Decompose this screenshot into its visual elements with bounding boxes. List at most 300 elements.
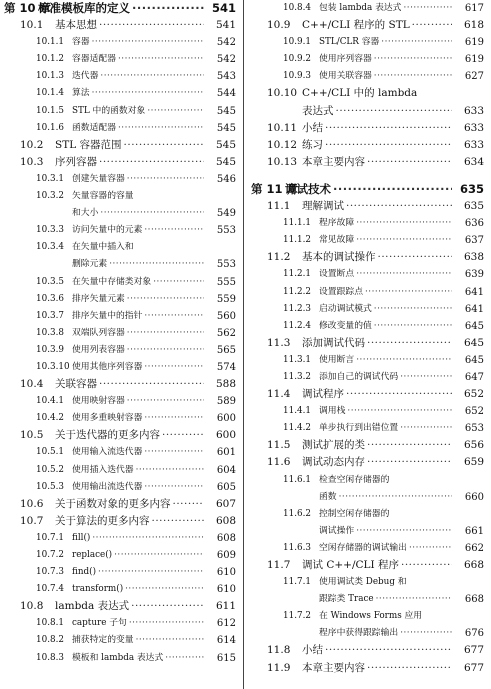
toc-entry-page: 677 xyxy=(463,644,484,657)
toc-entry-page: 639 xyxy=(464,269,484,281)
toc-entry-number: 10.13 xyxy=(267,155,298,168)
toc-entry xyxy=(247,352,488,369)
toc-entry-number: 10.7.3 xyxy=(36,567,64,578)
toc-entry-title: 使用关联容器 ····· xyxy=(319,68,452,85)
toc-entry xyxy=(247,215,488,232)
toc-entry xyxy=(247,103,488,120)
toc-entry-title: 调试程序 ····· xyxy=(302,386,452,403)
toc-entry-number: 11.4.1 xyxy=(283,406,311,417)
toc-entry-number: 第 10 章 xyxy=(4,1,52,15)
toc-entry-page: 546 xyxy=(216,173,236,185)
toc-entry xyxy=(247,181,488,198)
toc-entry xyxy=(0,68,240,85)
toc-entry xyxy=(247,420,488,437)
column-divider xyxy=(243,0,244,689)
toc-entry xyxy=(0,359,240,376)
toc-entry-page: 600 xyxy=(216,413,236,425)
toc-entry-title: 使用插入迭代器 ····· xyxy=(72,462,204,479)
toc-entry-title: 使用输入流迭代器 ····· xyxy=(72,444,204,461)
toc-entry-title: 在矢量中存储类对象 ····· xyxy=(72,274,204,291)
toc-entry-title: 使用输出流迭代器 ····· xyxy=(72,479,204,496)
toc-entry-page: 636 xyxy=(464,218,484,230)
toc-entry-title: 使用断言 ····· xyxy=(319,352,452,369)
toc-entry xyxy=(0,564,240,581)
toc-entry xyxy=(247,642,488,659)
toc-entry xyxy=(0,222,240,239)
toc-entry xyxy=(0,188,240,205)
toc-entry-title: STL 中的函数对象 ····· xyxy=(72,103,204,120)
toc-entry-page: 574 xyxy=(216,361,236,373)
toc-entry xyxy=(0,547,240,564)
toc-entry-number: 10.3 xyxy=(20,155,44,168)
toc-entry-page: 545 xyxy=(216,122,236,134)
toc-entry xyxy=(247,506,488,523)
toc-entry xyxy=(247,540,488,557)
toc-entry-page: 659 xyxy=(463,456,484,469)
toc-entry-page: 641 xyxy=(464,286,484,298)
toc-entry-title: 理解调试 ····· xyxy=(302,198,452,215)
toc-entry xyxy=(0,103,240,120)
toc-entry-title: 调试 C++/CLI 程序 ····· xyxy=(302,557,452,574)
toc-entry-number: 10.7 xyxy=(20,514,44,527)
toc-entry-number: 10.3.4 xyxy=(36,242,64,253)
toc-entry xyxy=(247,266,488,283)
toc-entry-title: 序列容器 ····· xyxy=(55,154,204,171)
toc-entry-title: 单步执行到出错位置 ····· xyxy=(319,420,452,437)
toc-entry-page: 645 xyxy=(463,336,484,349)
toc-entry xyxy=(247,85,488,102)
toc-entry-number: 11.9 xyxy=(267,661,291,674)
toc-entry xyxy=(0,308,240,325)
toc-entry-page: 653 xyxy=(464,423,484,435)
toc-entry-title: 算法 ····· xyxy=(72,85,204,102)
toc-entry-page: 601 xyxy=(216,447,236,459)
toc-entry xyxy=(0,615,240,632)
toc-entry-page: 560 xyxy=(216,310,236,322)
toc-entry-page: 543 xyxy=(216,71,236,83)
toc-entry-page: 589 xyxy=(216,396,236,408)
toc-entry-page: 559 xyxy=(216,293,236,305)
toc-entry-page: 610 xyxy=(216,584,236,596)
toc-entry-number: 10.11 xyxy=(267,121,298,134)
toc-entry-title: 排序矢量元素 ····· xyxy=(72,291,204,308)
toc-entry-title: fill() ····· xyxy=(72,530,204,547)
toc-entry xyxy=(0,342,240,359)
toc-entry-title: 和大小 ····· xyxy=(72,205,204,222)
toc-entry xyxy=(0,17,240,34)
toc-entry-page: 676 xyxy=(464,628,484,640)
toc-entry-number: 10.7.1 xyxy=(36,532,64,543)
toc-entry-title: 使用调试类 Debug 和 xyxy=(319,577,407,588)
toc-entry xyxy=(0,410,240,427)
toc-entry-title: 函数适配器 ····· xyxy=(72,120,204,137)
toc-entry-title: 双端队列容器 ····· xyxy=(72,325,204,342)
toc-entry-page: 608 xyxy=(215,514,236,527)
toc-entry-page: 677 xyxy=(463,661,484,674)
toc-entry-number: 11.7.1 xyxy=(283,577,311,588)
toc-entry-page: 660 xyxy=(464,491,484,503)
toc-entry-number: 10.1.2 xyxy=(36,54,64,65)
toc-entry xyxy=(0,205,240,222)
toc-entry xyxy=(0,51,240,68)
toc-entry-page: 634 xyxy=(463,155,484,168)
toc-entry-number: 10.1 xyxy=(20,19,44,32)
toc-entry xyxy=(247,284,488,301)
toc-entry-page: 600 xyxy=(215,429,236,442)
toc-entry-page: 645 xyxy=(464,320,484,332)
toc-entry xyxy=(247,301,488,318)
toc-entry-page: 545 xyxy=(215,155,236,168)
toc-entry-title: 空闲存储器的调试输出 ····· xyxy=(319,540,452,557)
toc-entry-number: 10.5.3 xyxy=(36,481,64,492)
toc-entry-number: 10.10 xyxy=(267,87,298,100)
toc-entry xyxy=(247,472,488,489)
toc-entry-title: 测试扩展的类 ····· xyxy=(302,437,452,454)
toc-entry xyxy=(247,386,488,403)
toc-entry-number: 11.2.2 xyxy=(283,286,311,297)
toc-entry-number: 11.6.2 xyxy=(283,508,311,519)
toc-entry-page: 633 xyxy=(463,104,484,117)
toc-entry xyxy=(247,454,488,471)
toc-entry-title: 调试动态内存 ····· xyxy=(302,454,452,471)
toc-entry-title: 函数 ····· xyxy=(319,489,452,506)
toc-entry xyxy=(247,137,488,154)
toc-entry-page: 610 xyxy=(216,567,236,579)
toc-entry-page: 661 xyxy=(464,525,484,537)
toc-entry-title: 程序中获得跟踪输出 ····· xyxy=(319,625,452,642)
toc-entry-page: 553 xyxy=(216,259,236,271)
toc-entry-number: 11.8 xyxy=(267,644,291,657)
toc-entry xyxy=(0,513,240,530)
toc-entry xyxy=(0,479,240,496)
toc-entry xyxy=(0,274,240,291)
toc-entry-page: 638 xyxy=(463,251,484,264)
toc-entry-page: 611 xyxy=(215,600,236,613)
toc-entry-number: 11.3.2 xyxy=(283,371,311,382)
toc-entry-page: 565 xyxy=(216,344,236,356)
toc-entry-title: 小结 ····· xyxy=(302,642,452,659)
toc-entry-title: 标准模板库的定义 ····· xyxy=(38,0,204,17)
toc-entry xyxy=(0,632,240,649)
toc-entry-title: 常见故障 ····· xyxy=(319,232,452,249)
toc-entry-title: 模板和 lambda 表达式 ····· xyxy=(72,650,204,667)
toc-entry-title: 跟踪类 Trace ····· xyxy=(319,591,452,608)
toc-entry xyxy=(247,17,488,34)
toc-entry-title: 关于迭代器的更多内容 ····· xyxy=(55,427,204,444)
toc-entry-number: 10.5.1 xyxy=(36,447,64,458)
toc-entry-page: 668 xyxy=(464,594,484,606)
toc-entry-title: replace() ····· xyxy=(72,547,204,564)
toc-entry-number: 10.3.1 xyxy=(36,173,64,184)
toc-entry xyxy=(0,496,240,513)
toc-entry xyxy=(247,437,488,454)
toc-entry-number: 10.3.9 xyxy=(36,344,64,355)
toc-entry-title: 本章主要内容 ····· xyxy=(302,660,452,677)
toc-entry xyxy=(0,137,240,154)
toc-entry xyxy=(247,369,488,386)
toc-entry-page: 605 xyxy=(216,481,236,493)
toc-entry-number: 10.1.5 xyxy=(36,105,64,116)
toc-entry-title: 迭代器 ····· xyxy=(72,68,204,85)
toc-entry-number: 11.3.1 xyxy=(283,354,311,365)
toc-entry xyxy=(247,51,488,68)
toc-entry-number: 第 11 章 xyxy=(251,181,299,196)
toc-entry-page: 609 xyxy=(216,550,236,561)
toc-right-column xyxy=(247,0,488,677)
toc-entry-title: 使用序列容器 ····· xyxy=(319,51,452,68)
toc-entry-page: 633 xyxy=(463,138,484,151)
toc-entry xyxy=(0,376,240,393)
toc-entry-title: 调用栈 ····· xyxy=(319,403,452,420)
toc-entry xyxy=(0,171,240,188)
toc-entry xyxy=(0,427,240,444)
toc-entry-page: 553 xyxy=(216,225,236,237)
toc-entry-title: 程序故障 ····· xyxy=(319,215,452,232)
toc-entry-number: 10.3.8 xyxy=(36,327,64,338)
toc-entry-number: 10.5 xyxy=(20,429,44,442)
toc-entry-number: 10.9.3 xyxy=(283,71,311,82)
toc-entry xyxy=(247,625,488,642)
toc-entry-page: 617 xyxy=(464,3,484,14)
toc-entry-page: 544 xyxy=(216,88,236,100)
toc-entry-title: 调试操作 ····· xyxy=(319,523,452,540)
toc-entry xyxy=(0,239,240,256)
toc-entry xyxy=(0,256,240,273)
toc-entry-page: 637 xyxy=(464,235,484,247)
toc-entry-number: 10.3.7 xyxy=(36,310,64,321)
toc-entry xyxy=(247,154,488,171)
toc-entry-number: 10.9.1 xyxy=(283,37,311,48)
toc-entry xyxy=(0,462,240,479)
toc-entry-title: 在 Windows Forms 应用 xyxy=(319,611,423,622)
toc-entry xyxy=(0,120,240,137)
toc-entry-number: 11.2.4 xyxy=(283,320,311,331)
toc-entry-number: 10.3.2 xyxy=(36,191,64,202)
toc-entry-title: 控制空闲存储器的 xyxy=(319,508,390,519)
toc-entry-title: find() ····· xyxy=(72,564,204,581)
toc-entry-page: 607 xyxy=(215,497,236,510)
toc-entry-title: 表达式 ····· xyxy=(302,103,452,120)
toc-entry-number: 10.8.3 xyxy=(36,652,64,663)
toc-entry-title: 捕获特定的变量 ····· xyxy=(72,632,204,649)
toc-entry-number: 10.5.2 xyxy=(36,464,64,475)
toc-entry-title: 设置跟踪点 ····· xyxy=(319,284,452,301)
toc-entry-title: 容器 ····· xyxy=(72,34,204,51)
toc-entry xyxy=(247,68,488,85)
toc-entry-title: 排序矢量中的指针 ····· xyxy=(72,308,204,325)
toc-entry-title: 练习 ····· xyxy=(302,137,452,154)
toc-entry-page: 619 xyxy=(464,37,484,49)
toc-entry-page: 618 xyxy=(463,19,484,32)
toc-entry-number: 10.6 xyxy=(20,497,44,510)
toc-entry xyxy=(247,574,488,591)
toc-entry-title: 使用多重映射容器 ····· xyxy=(72,410,204,427)
toc-entry-page: 647 xyxy=(464,371,484,383)
toc-entry-title: 使用映射容器 ····· xyxy=(72,393,204,410)
toc-entry-page: 635 xyxy=(463,200,484,213)
toc-entry xyxy=(0,530,240,547)
toc-entry-number: 10.8 xyxy=(20,600,44,613)
toc-entry-number: 10.8.1 xyxy=(36,618,64,629)
toc-entry-page: 662 xyxy=(464,542,484,554)
toc-entry xyxy=(247,0,488,17)
toc-entry-number: 10.1.3 xyxy=(36,71,64,82)
toc-entry-number: 11.2.3 xyxy=(283,303,311,314)
toc-entry-number: 10.1.6 xyxy=(36,122,64,133)
toc-entry-page: 541 xyxy=(215,19,236,32)
toc-entry-title: 基本思想 ····· xyxy=(55,17,204,34)
toc-entry-page: 619 xyxy=(464,54,484,66)
toc-entry-title: 矢量容器的容量 xyxy=(72,191,134,202)
toc-entry-title: 添加自己的调试代码 ····· xyxy=(319,369,452,386)
toc-entry-number: 11.3 xyxy=(267,336,291,349)
toc-left-column xyxy=(0,0,240,667)
toc-entry-title: 关联容器 ····· xyxy=(55,376,204,393)
toc-entry-title: 关于算法的更多内容 ····· xyxy=(55,513,204,530)
toc-entry-title: 容器适配器 ····· xyxy=(72,51,204,68)
toc-entry-page: 615 xyxy=(216,652,236,664)
toc-entry-title: 使用其他序列容器 ····· xyxy=(72,359,204,376)
toc-entry xyxy=(247,591,488,608)
toc-entry-number: 11.1 xyxy=(267,200,291,213)
toc-entry-title: 访问矢量中的元素 ····· xyxy=(72,222,204,239)
toc-entry xyxy=(247,34,488,51)
toc-entry-title: 在矢量中插入和 xyxy=(72,242,134,253)
toc-entry xyxy=(247,249,488,266)
toc-entry xyxy=(0,581,240,598)
toc-entry-page: 555 xyxy=(216,276,236,288)
toc-entry-page: 652 xyxy=(463,388,484,401)
toc-entry-page: 645 xyxy=(464,354,484,366)
toc-entry-title: lambda 表达式 ····· xyxy=(55,598,204,615)
toc-entry-number: 11.6 xyxy=(267,456,291,469)
toc-entry-page: 668 xyxy=(463,559,484,571)
toc-entry-number: 10.3.3 xyxy=(36,225,64,236)
toc-entry-page: 627 xyxy=(464,71,484,83)
toc-entry-number: 11.7 xyxy=(267,559,291,571)
toc-entry-number: 10.8.2 xyxy=(36,635,64,646)
toc-entry-title: 删除元素 ····· xyxy=(72,256,204,273)
toc-entry xyxy=(0,34,240,51)
toc-entry-title: C++/CLI 中的 lambda xyxy=(302,87,418,100)
toc-entry-number: 10.3.6 xyxy=(36,293,64,304)
toc-entry-title: transform() ····· xyxy=(72,581,204,598)
toc-entry xyxy=(247,557,488,574)
toc-entry xyxy=(0,444,240,461)
toc-entry-number: 10.4.1 xyxy=(36,396,64,407)
toc-entry-title: 本章主要内容 ····· xyxy=(302,154,452,171)
toc-entry-title: 关于函数对象的更多内容 ····· xyxy=(55,496,204,513)
toc-entry-number: 11.4.2 xyxy=(283,423,311,434)
toc-entry xyxy=(247,232,488,249)
toc-entry xyxy=(0,154,240,171)
toc-entry-page: 635 xyxy=(459,181,484,196)
toc-entry-title: 调试技术 ····· xyxy=(285,181,452,198)
toc-entry-title: 创建矢量容器 ····· xyxy=(72,171,204,188)
toc-entry xyxy=(247,523,488,540)
toc-entry-page: 542 xyxy=(216,54,236,66)
toc-entry-number: 11.6.1 xyxy=(283,474,311,485)
toc-entry xyxy=(247,120,488,137)
toc-entry-number: 11.1.2 xyxy=(283,235,311,246)
toc-entry-title: 检查空闲存储器的 xyxy=(319,474,390,485)
toc-entry-number: 11.2 xyxy=(267,251,291,264)
toc-entry-page: 588 xyxy=(215,378,236,391)
toc-entry-title: STL/CLR 容器 ····· xyxy=(319,34,452,51)
toc-entry-number: 10.3.5 xyxy=(36,276,64,287)
toc-entry xyxy=(247,335,488,352)
toc-entry-page: 633 xyxy=(463,121,484,134)
toc-entry-title: C++/CLI 程序的 STL ····· xyxy=(302,17,452,34)
toc-entry-number: 10.9.2 xyxy=(283,54,311,65)
toc-entry-page: 652 xyxy=(464,406,484,418)
toc-entry-number: 10.8.4 xyxy=(283,3,311,13)
toc-entry-title: 包装 lambda 表达式 ····· xyxy=(319,0,452,17)
toc-entry-number: 10.9 xyxy=(267,19,291,32)
toc-entry xyxy=(247,660,488,677)
toc-entry-title: 添加调试代码 ····· xyxy=(302,335,452,352)
toc-entry-title: STL 容器范围 ····· xyxy=(55,137,204,154)
toc-entry-page: 604 xyxy=(216,464,236,476)
toc-entry-title: 设置断点 ····· xyxy=(319,266,452,283)
toc-entry-number: 10.1.4 xyxy=(36,88,64,99)
toc-entry-title: 基本的调试操作 ····· xyxy=(302,249,452,266)
toc-entry xyxy=(0,393,240,410)
toc-entry-page: 614 xyxy=(216,635,236,647)
toc-entry-number: 11.6.3 xyxy=(283,542,311,553)
toc-entry-page: 545 xyxy=(215,138,236,151)
toc-entry-page: 641 xyxy=(464,303,484,315)
toc-entry-number: 11.1.1 xyxy=(283,218,311,229)
toc-entry xyxy=(247,403,488,420)
toc-entry-number: 10.4.2 xyxy=(36,413,64,424)
toc-entry-number: 10.3.10 xyxy=(36,361,70,372)
toc-entry-page: 656 xyxy=(463,439,484,452)
toc-entry-number: 11.7.2 xyxy=(283,611,311,622)
toc-entry xyxy=(247,489,488,506)
toc-entry-title: capture 子句 ····· xyxy=(72,615,204,632)
toc-entry xyxy=(0,291,240,308)
toc-entry xyxy=(0,0,240,17)
toc-entry xyxy=(0,325,240,342)
toc-entry-title: 启动调试模式 ····· xyxy=(319,301,452,318)
toc-entry-title: 使用列表容器 ····· xyxy=(72,342,204,359)
toc-entry-number: 10.4 xyxy=(20,378,44,391)
toc-entry xyxy=(247,318,488,335)
toc-entry-number: 11.5 xyxy=(267,439,291,452)
toc-entry-number: 10.7.2 xyxy=(36,550,64,560)
toc-entry-page: 542 xyxy=(216,37,236,49)
toc-entry-page: 608 xyxy=(216,532,236,544)
toc-entry-number: 10.7.4 xyxy=(36,584,64,595)
toc-entry xyxy=(0,650,240,667)
toc-entry-page: 549 xyxy=(216,208,236,220)
toc-entry-number: 10.2 xyxy=(20,138,44,151)
toc-entry-number: 10.1.1 xyxy=(36,37,64,48)
toc-entry xyxy=(0,598,240,615)
toc-entry xyxy=(247,198,488,215)
toc-entry-number: 11.2.1 xyxy=(283,269,311,280)
toc-entry-number: 11.4 xyxy=(267,388,291,401)
toc-entry-page: 541 xyxy=(211,1,236,15)
toc-entry-title: 修改变量的值 ····· xyxy=(319,318,452,335)
toc-entry xyxy=(0,85,240,102)
toc-entry-title: 小结 ····· xyxy=(302,120,452,137)
toc-entry-page: 612 xyxy=(216,618,236,630)
toc-entry-number: 10.12 xyxy=(267,138,298,151)
toc-entry-page: 545 xyxy=(216,105,236,117)
toc-entry xyxy=(247,608,488,625)
